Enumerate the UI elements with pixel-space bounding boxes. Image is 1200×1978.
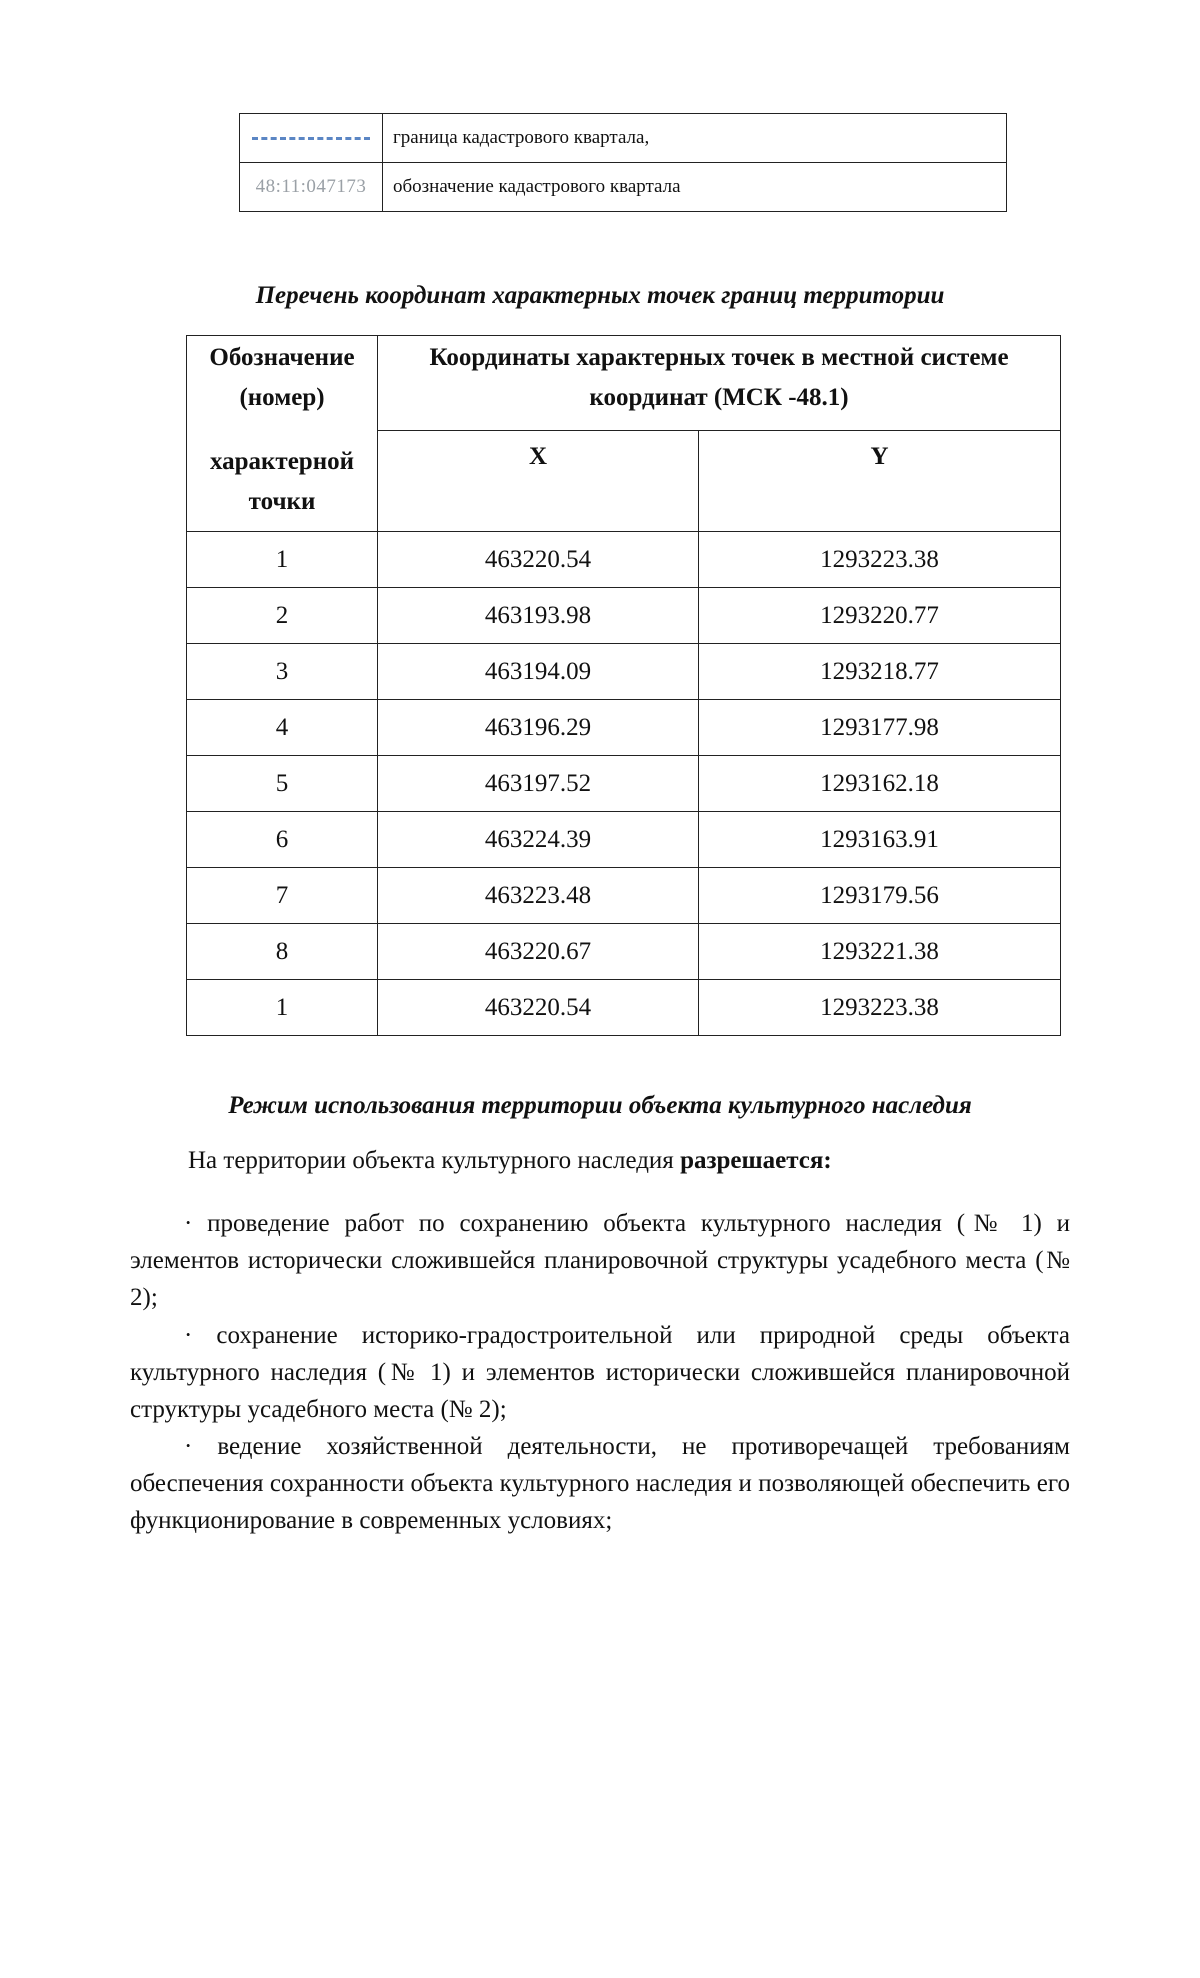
legend-description: граница кадастрового квартала,	[383, 114, 1007, 163]
point-id-header-line: (номер)	[239, 384, 325, 411]
coordinates-table	[186, 335, 1061, 1036]
y-cell: 1293163.91	[699, 812, 1061, 868]
point-cell: 2	[187, 588, 378, 644]
point-cell: 1	[187, 532, 378, 588]
point-id-header-line: точки	[248, 488, 316, 515]
coordinates-group-header	[378, 336, 1061, 431]
regime-item-2: · сохранение историко-градостроительной или природной среды объекта культурного наследия (№ 1) и элементов исторически сложившейся планировочной структуры усадебного места (№ 2);	[130, 1322, 1070, 1423]
coords-body	[187, 532, 1061, 1036]
regime-intro-bold: разрешается:	[680, 1147, 832, 1174]
point-cell: 1	[187, 980, 378, 1036]
y-header: Y	[699, 431, 1061, 532]
regime-intro	[188, 1147, 832, 1175]
group-header-line: координат (МСК -48.1)	[589, 384, 849, 411]
table-row	[187, 756, 1061, 812]
legend-table	[239, 113, 1007, 212]
table-row	[187, 924, 1061, 980]
point-id-header-line: характерной	[209, 448, 355, 475]
point-cell: 8	[187, 924, 378, 980]
y-cell: 1293223.38	[699, 980, 1061, 1036]
x-cell: 463197.52	[378, 756, 699, 812]
x-header: X	[378, 431, 699, 532]
group-header-line: Координаты характерных точек в местной системе	[429, 344, 1009, 371]
y-cell: 1293179.56	[699, 868, 1061, 924]
regime-item-1: · проведение работ по сохранению объекта культурного наследия (№ 1) и элементов исторически сложившейся планировочной структуры усадебного места (№ 2);	[130, 1210, 1070, 1311]
y-cell: 1293223.38	[699, 532, 1061, 588]
x-cell: 463223.48	[378, 868, 699, 924]
point-cell: 6	[187, 812, 378, 868]
point-id-header-line: Обозначение	[209, 344, 355, 371]
x-cell: 463220.67	[378, 924, 699, 980]
x-cell: 463194.09	[378, 644, 699, 700]
table-row	[187, 700, 1061, 756]
y-cell: 1293162.18	[699, 756, 1061, 812]
point-cell: 3	[187, 644, 378, 700]
point-id-header	[187, 336, 378, 532]
legend-row	[240, 114, 1007, 163]
regime-section-title: Режим использования территории объекта культурного наследия	[228, 1092, 972, 1119]
table-row	[187, 588, 1061, 644]
legend-symbol-cell	[240, 114, 383, 163]
table-row	[187, 644, 1061, 700]
cadastral-quarter-code: 48:11:047173	[255, 176, 367, 197]
table-row	[187, 980, 1061, 1036]
coordinates-section-title: Перечень координат характерных точек границ территории	[255, 282, 945, 309]
point-cell: 7	[187, 868, 378, 924]
x-cell: 463193.98	[378, 588, 699, 644]
legend-symbol-cell	[240, 163, 383, 212]
regime-item-3: · ведение хозяйственной деятельности, не противоречащей требованиям обеспечения сохранности объекта культурного наследия и позволяющей обеспечить его функционирование в современных условиях;	[130, 1433, 1070, 1534]
x-cell: 463220.54	[378, 980, 699, 1036]
y-cell: 1293177.98	[699, 700, 1061, 756]
legend-row	[240, 163, 1007, 212]
y-cell: 1293221.38	[699, 924, 1061, 980]
x-cell: 463196.29	[378, 700, 699, 756]
cadastral-boundary-dashed-line-icon	[252, 137, 370, 140]
legend-description: обозначение кадастрового квартала	[383, 163, 1007, 212]
point-cell: 4	[187, 700, 378, 756]
table-row	[187, 812, 1061, 868]
table-row	[187, 868, 1061, 924]
y-cell: 1293220.77	[699, 588, 1061, 644]
point-cell: 5	[187, 756, 378, 812]
table-row	[187, 532, 1061, 588]
coords-header-row	[187, 336, 1061, 431]
x-cell: 463224.39	[378, 812, 699, 868]
regime-intro-text: На территории объекта культурного наследия	[188, 1147, 681, 1174]
y-cell: 1293218.77	[699, 644, 1061, 700]
x-cell: 463220.54	[378, 532, 699, 588]
